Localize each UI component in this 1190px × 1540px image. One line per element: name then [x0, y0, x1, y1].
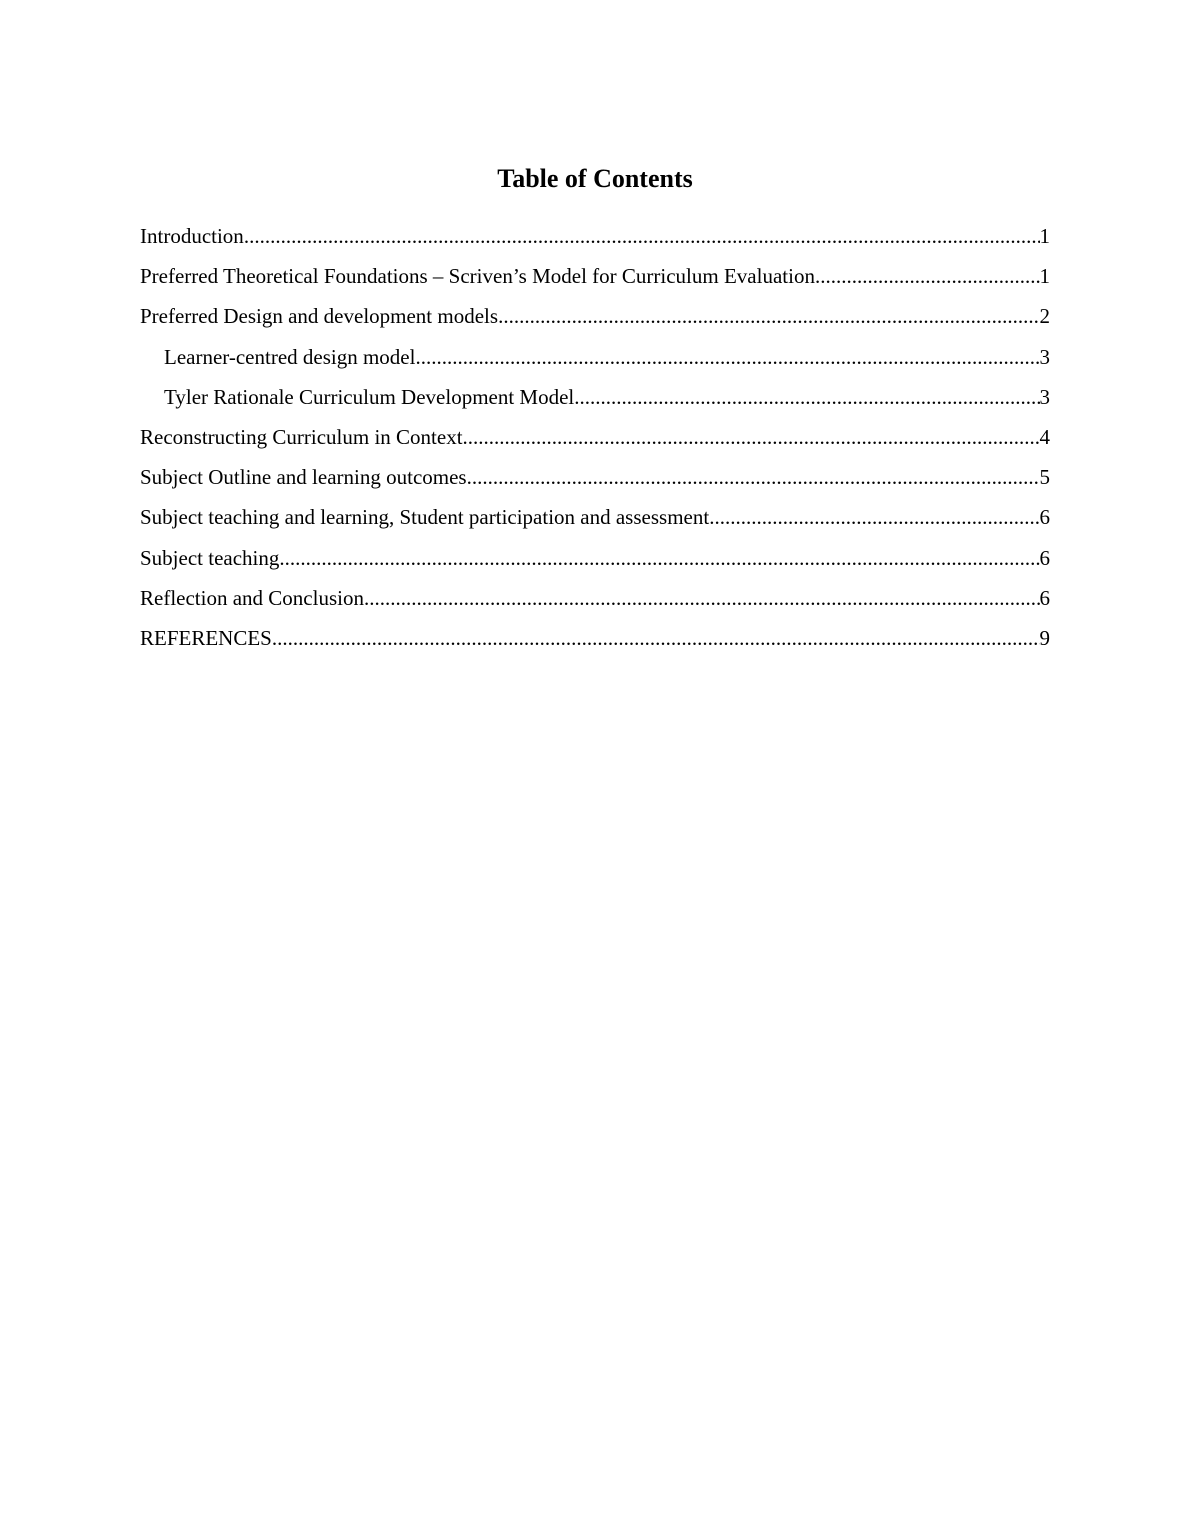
toc-page-number: 1 — [1039, 224, 1050, 248]
toc-dot-leader — [415, 341, 1039, 373]
toc-dot-leader — [463, 421, 1040, 453]
toc-page-number: 6 — [1039, 545, 1050, 570]
toc-dot-leader — [272, 622, 1040, 654]
toc-page-number: 9 — [1039, 625, 1050, 650]
toc-entry-text: Introduction — [140, 224, 244, 248]
toc-page-number: 4 — [1039, 424, 1050, 449]
toc-page-number: 3 — [1039, 384, 1050, 409]
toc-dot-leader — [815, 260, 1040, 292]
toc-entry-teaching-learning-assessment[interactable] — [140, 501, 1050, 541]
toc-dot-leader — [467, 461, 1040, 493]
toc-entry-text: Subject Outline and learning outcomes — [140, 465, 467, 490]
toc-page-number: 6 — [1039, 505, 1050, 530]
toc-dot-leader — [279, 542, 1039, 574]
toc-entry-theoretical-foundations[interactable] — [140, 260, 1050, 300]
toc-dot-leader — [498, 300, 1039, 332]
toc-entry-text: Learner-centred design model — [164, 344, 416, 369]
toc-entry-learner-centred-design[interactable] — [140, 341, 1050, 381]
toc-dot-leader — [574, 381, 1039, 413]
toc-entry-subject-teaching[interactable] — [140, 542, 1050, 582]
toc-entry-text: Tyler Rationale Curriculum Development Model — [164, 384, 575, 409]
toc-dot-leader — [709, 501, 1039, 533]
toc-entry-text: Reconstructing Curriculum in Context — [140, 424, 463, 449]
toc-dot-leader — [364, 582, 1040, 614]
toc-entry-tyler-rationale[interactable] — [140, 381, 1050, 421]
toc-entry-reflection-conclusion[interactable] — [140, 582, 1050, 622]
toc-page-number: 2 — [1039, 304, 1050, 329]
toc-entry-design-development-models[interactable] — [140, 300, 1050, 340]
toc-entry-text: Subject teaching — [140, 545, 280, 570]
toc-entry-subject-outline[interactable] — [140, 461, 1050, 501]
toc-dot-leader — [244, 220, 1040, 252]
toc-entry-text: Reflection and Conclusion — [140, 585, 364, 610]
toc-list — [140, 220, 1050, 662]
toc-entry-reconstructing-curriculum[interactable] — [140, 421, 1050, 461]
toc-entry-text: Preferred Theoretical Foundations – Scriven’s Model for Curriculum Evaluation — [140, 264, 815, 289]
toc-entry-introduction[interactable] — [140, 220, 1050, 260]
toc-page-number: 1 — [1039, 264, 1050, 289]
toc-entry-text: Preferred Design and development models — [140, 304, 499, 329]
toc-page-number: 6 — [1039, 585, 1050, 610]
toc-page-number: 3 — [1039, 344, 1050, 369]
toc-entry-references[interactable] — [140, 622, 1050, 662]
toc-entry-text: REFERENCES — [140, 625, 272, 650]
toc-page-number: 5 — [1039, 465, 1050, 490]
toc-entry-text: Subject teaching and learning, Student participation and assessment — [140, 505, 710, 530]
toc-title: Table of Contents — [497, 164, 693, 193]
